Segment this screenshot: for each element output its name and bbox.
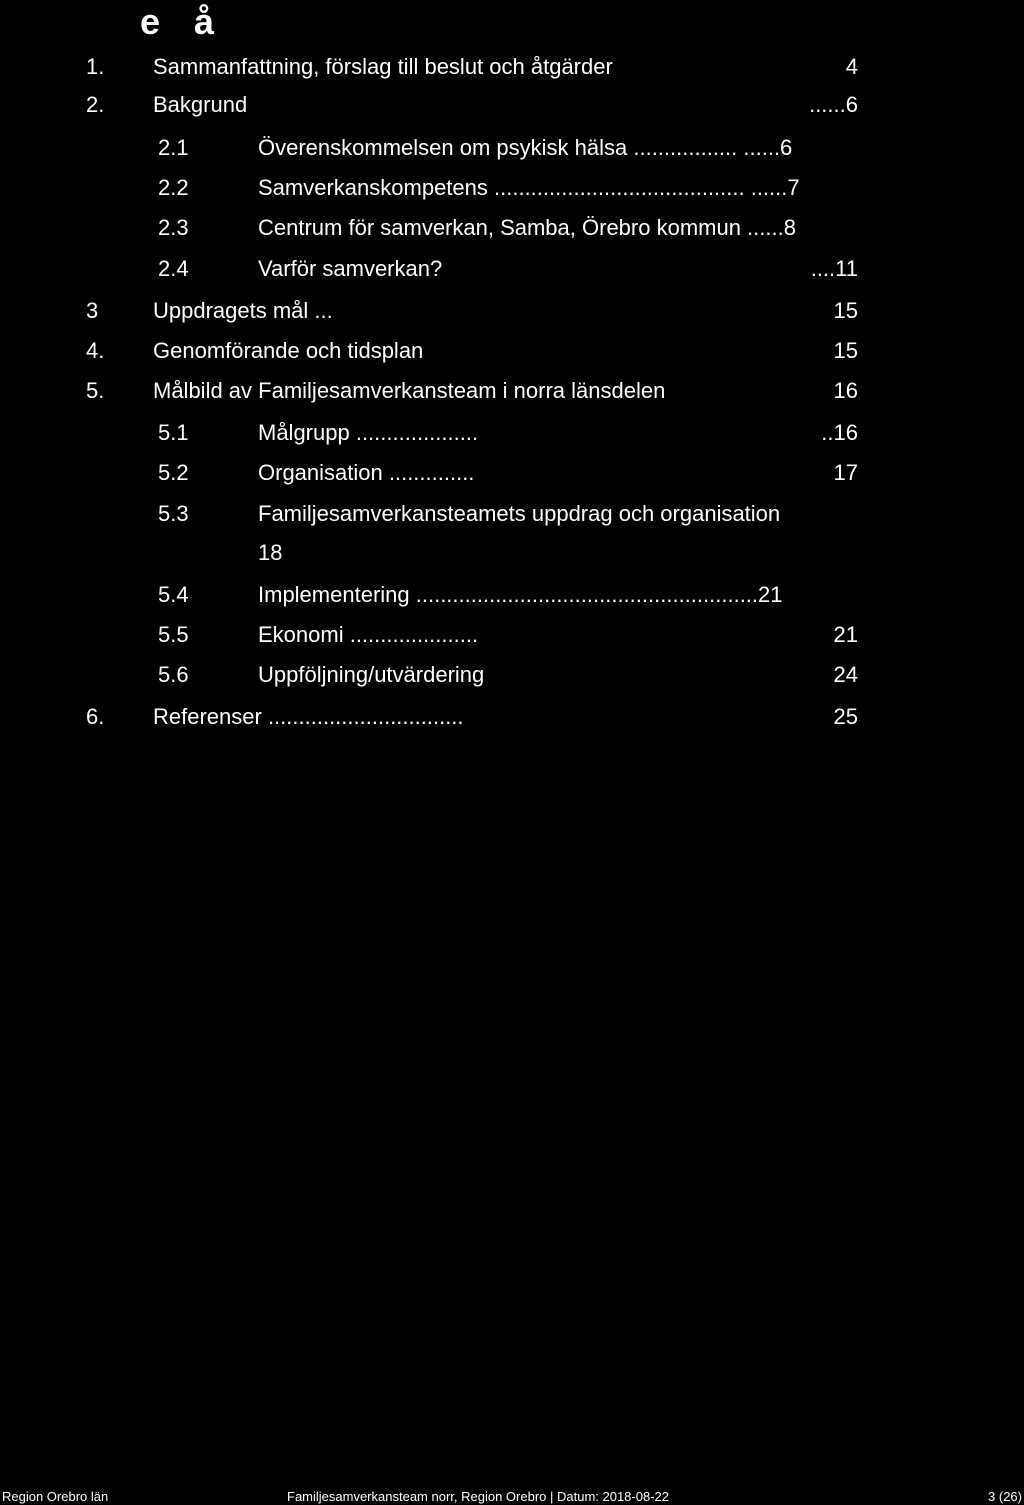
toc-entry-5[interactable] (0, 376, 1024, 406)
toc-entry-number: 2.1 (158, 135, 189, 160)
toc-entry-5-3[interactable] (0, 499, 1024, 529)
toc-entry-5-6[interactable] (0, 660, 1024, 690)
toc-entry-continued-page: 18 (258, 540, 283, 565)
toc-entry-title: Centrum för samverkan, Samba, Örebro kommun ......8 (258, 215, 796, 240)
toc-entry-page: 25 (833, 704, 858, 729)
toc-entry-page: 24 (833, 662, 858, 687)
footer-document-info: Familjesamverkansteam norr, Region Orebro | Datum: 2018-08-22 (287, 1489, 669, 1504)
toc-entry-title: Uppdragets mål ... (153, 298, 333, 323)
toc-entry-page: 16 (833, 378, 858, 403)
toc-entry-page: ....11 (810, 256, 858, 281)
toc-entry-5-5[interactable] (0, 620, 1024, 650)
toc-entry-title: Uppföljning/utvärdering (258, 662, 485, 687)
toc-entry-number: 5. (86, 378, 105, 403)
toc-entry-number: 4. (86, 338, 105, 363)
page-footer (0, 1488, 1024, 1505)
toc-entry-2-3[interactable] (0, 213, 1024, 243)
footer-page-number: 3 (26) (988, 1489, 1022, 1504)
toc-entry-1[interactable] (0, 52, 1024, 82)
toc-entry-page: 15 (833, 338, 858, 363)
toc-entry-3[interactable] (0, 296, 1024, 326)
toc-entry-title: Målbild av Familjesamverkansteam i norra länsdelen (153, 378, 666, 403)
toc-entry-number: 2.3 (158, 215, 189, 240)
toc-entry-5-3-page[interactable] (0, 538, 1024, 568)
toc-entry-number: 5.1 (158, 420, 189, 445)
toc-entry-number: 2. (86, 92, 105, 117)
toc-entry-2[interactable] (0, 90, 1024, 120)
toc-entry-title: Genomförande och tidsplan (153, 338, 424, 363)
toc-entry-number: 3 (86, 298, 99, 323)
toc-entry-number: 5.2 (158, 460, 189, 485)
toc-entry-title: Organisation .............. (258, 460, 475, 485)
toc-entry-number: 6. (86, 704, 105, 729)
toc-entry-title: Bakgrund (153, 92, 248, 117)
toc-entry-title: Ekonomi ..................... (258, 622, 479, 647)
toc-heading: e å (140, 1, 227, 42)
toc-entry-title: Referenser ................................ (153, 704, 464, 729)
toc-entry-page: 21 (833, 622, 858, 647)
toc-entry-number: 2.4 (158, 256, 189, 281)
toc-entry-title: Familjesamverkansteamets uppdrag och organisation (258, 501, 781, 526)
toc-entry-title: Målgrupp .................... (258, 420, 479, 445)
toc-entry-title: Varför samverkan? (258, 256, 443, 281)
toc-entry-number: 5.3 (158, 501, 189, 526)
footer-organization: Region Orebro län (2, 1489, 109, 1504)
toc-entry-2-1[interactable] (0, 133, 1024, 163)
toc-entry-number: 1. (86, 54, 105, 79)
toc-entry-5-4[interactable] (0, 580, 1024, 610)
toc-entry-2-4[interactable] (0, 254, 1024, 284)
toc-entry-page: 4 (845, 54, 858, 79)
toc-entry-number: 5.6 (158, 662, 189, 687)
toc-entry-5-1[interactable] (0, 418, 1024, 448)
toc-entry-number: 5.5 (158, 622, 189, 647)
toc-entry-2-2[interactable] (0, 173, 1024, 203)
toc-entry-5-2[interactable] (0, 458, 1024, 488)
toc-entry-number: 2.2 (158, 175, 189, 200)
toc-entry-number: 5.4 (158, 582, 189, 607)
toc-entry-page: ..16 (821, 420, 858, 445)
toc-entry-6[interactable] (0, 702, 1024, 732)
toc-entry-title: Implementering ........................................................21 (258, 582, 783, 607)
toc-entry-page: 17 (833, 460, 858, 485)
toc-entry-4[interactable] (0, 336, 1024, 366)
toc-entry-page: ......6 (809, 92, 858, 117)
toc-entry-title: Överenskommelsen om psykisk hälsa ................. ......6 (258, 135, 793, 160)
toc-entry-title: Samverkanskompetens ......................................... ......7 (258, 175, 800, 200)
toc-entry-page: 15 (833, 298, 858, 323)
toc-entry-title: Sammanfattning, förslag till beslut och åtgärder (153, 54, 613, 79)
